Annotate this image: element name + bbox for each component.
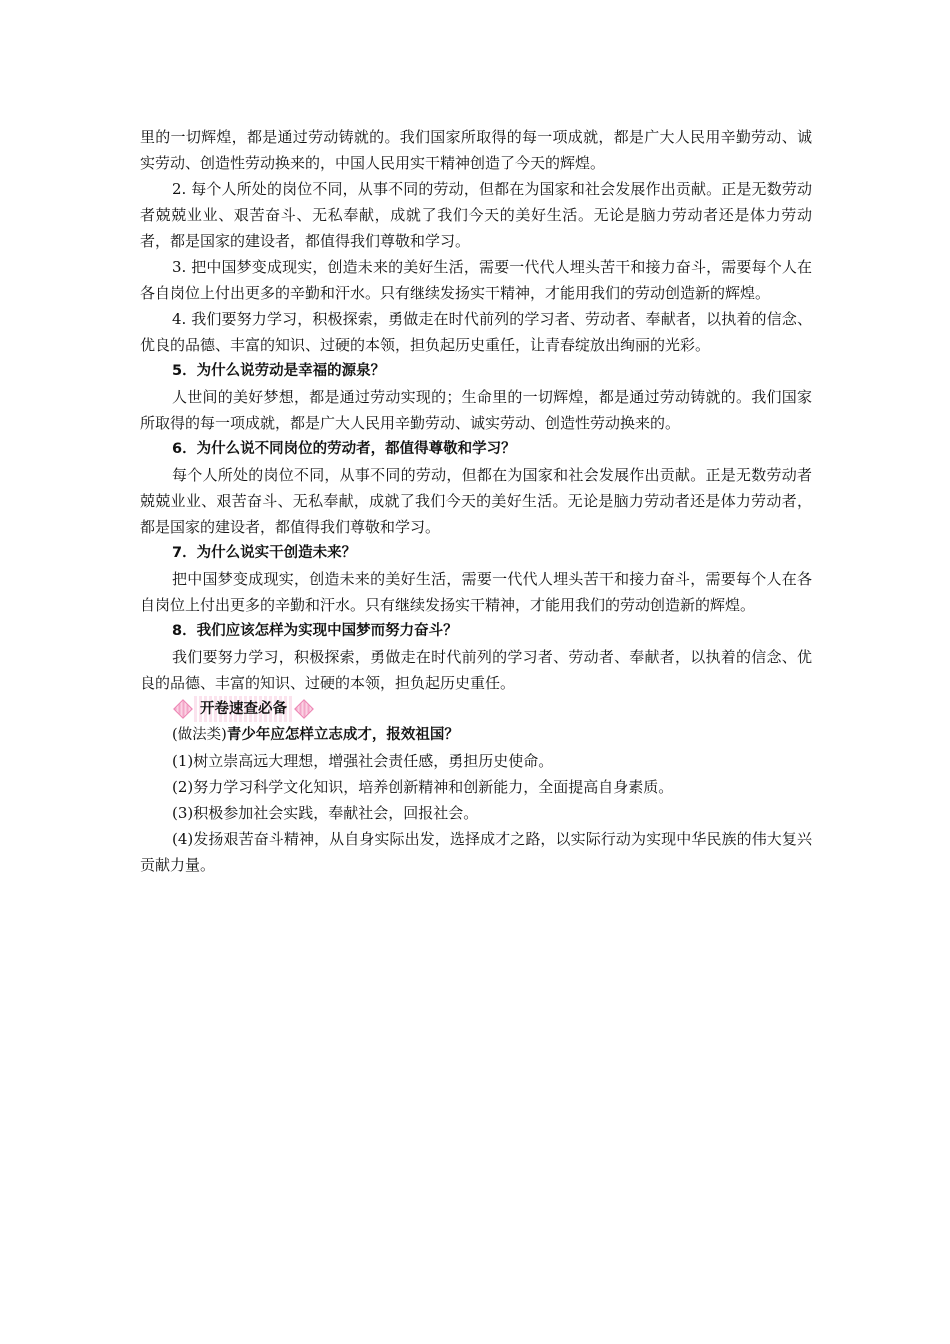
- method-item-1: (1)树立崇高远大理想，增强社会责任感，勇担历史使命。: [172, 752, 554, 770]
- point-2: 2. 每个人所处的岗位不同，从事不同的劳动，但都在为国家和社会发展作出贡献。正是无数劳动者兢兢业业、艰苦奋斗、无私奉献，成就了我们今天的美好生活。无论是脑力劳动者还是体力劳动者，都是国家的建设者，都值得我们尊敬和学习。: [140, 180, 812, 250]
- answer-7: 把中国梦变成现实，创造未来的美好生活，需要一代代人埋头苦干和接力奋斗，需要每个人在各自岗位上付出更多的辛勤和汗水。只有继续发扬实干精神，才能用我们的劳动创造新的辉煌。: [140, 570, 812, 614]
- document-page: [140, 124, 812, 878]
- method-question: [140, 722, 812, 748]
- diamond-right-icon: [294, 699, 314, 719]
- answer-8: 我们要努力学习，积极探索，勇做走在时代前列的学习者、劳动者、奉献者，以执着的信念、优良的品德、丰富的知识、过硬的本领，担负起历史重任。: [140, 648, 812, 692]
- diamond-left-icon: [173, 699, 193, 719]
- question-8: 8．我们应该怎样为实现中国梦而努力奋斗？: [172, 623, 458, 639]
- banner-label: 开卷速查必备: [194, 696, 293, 722]
- method-tag: (做法类): [172, 727, 227, 743]
- method-item-4: (4)发扬艰苦奋斗精神，从自身实际出发，选择成才之路，以实际行动为实现中华民族的伟大复兴贡献力量。: [140, 830, 812, 874]
- method-question-text: 青少年应怎样立志成才，报效祖国？: [226, 727, 459, 743]
- intro-continuation: 里的一切辉煌，都是通过劳动铸就的。我们国家所取得的每一项成就，都是广大人民用辛勤劳动、诚实劳动、创造性劳动换来的，中国人民用实干精神创造了今天的辉煌。: [140, 128, 812, 172]
- method-item-2: (2)努力学习科学文化知识，培养创新精神和创新能力，全面提高自身素质。: [172, 778, 674, 796]
- question-7: 7．为什么说实干创造未来？: [172, 545, 357, 561]
- quick-reference-banner: [172, 696, 812, 722]
- point-3: 3. 把中国梦变成现实，创造未来的美好生活，需要一代代人埋头苦干和接力奋斗，需要每个人在各自岗位上付出更多的辛勤和汗水。只有继续发扬实干精神，才能用我们的劳动创造新的辉煌。: [140, 258, 812, 302]
- answer-5: 人世间的美好梦想，都是通过劳动实现的；生命里的一切辉煌，都是通过劳动铸就的。我们国家所取得的每一项成就，都是广大人民用辛勤劳动、诚实劳动、创造性劳动换来的。: [140, 388, 812, 432]
- question-5: 5．为什么说劳动是幸福的源泉？: [172, 363, 386, 379]
- answer-6: 每个人所处的岗位不同，从事不同的劳动，但都在为国家和社会发展作出贡献。正是无数劳动者兢兢业业、艰苦奋斗、无私奉献，成就了我们今天的美好生活。无论是脑力劳动者还是体力劳动者，都是国家的建设者，都值得我们尊敬和学习。: [140, 466, 812, 536]
- method-item-3: (3)积极参加社会实践，奉献社会，回报社会。: [172, 804, 479, 822]
- point-4: 4. 我们要努力学习，积极探索，勇做走在时代前列的学习者、劳动者、奉献者，以执着的信念、优良的品德、丰富的知识、过硬的本领，担负起历史重任，让青春绽放出绚丽的光彩。: [140, 310, 812, 354]
- question-6: 6．为什么说不同岗位的劳动者，都值得尊敬和学习？: [172, 441, 516, 457]
